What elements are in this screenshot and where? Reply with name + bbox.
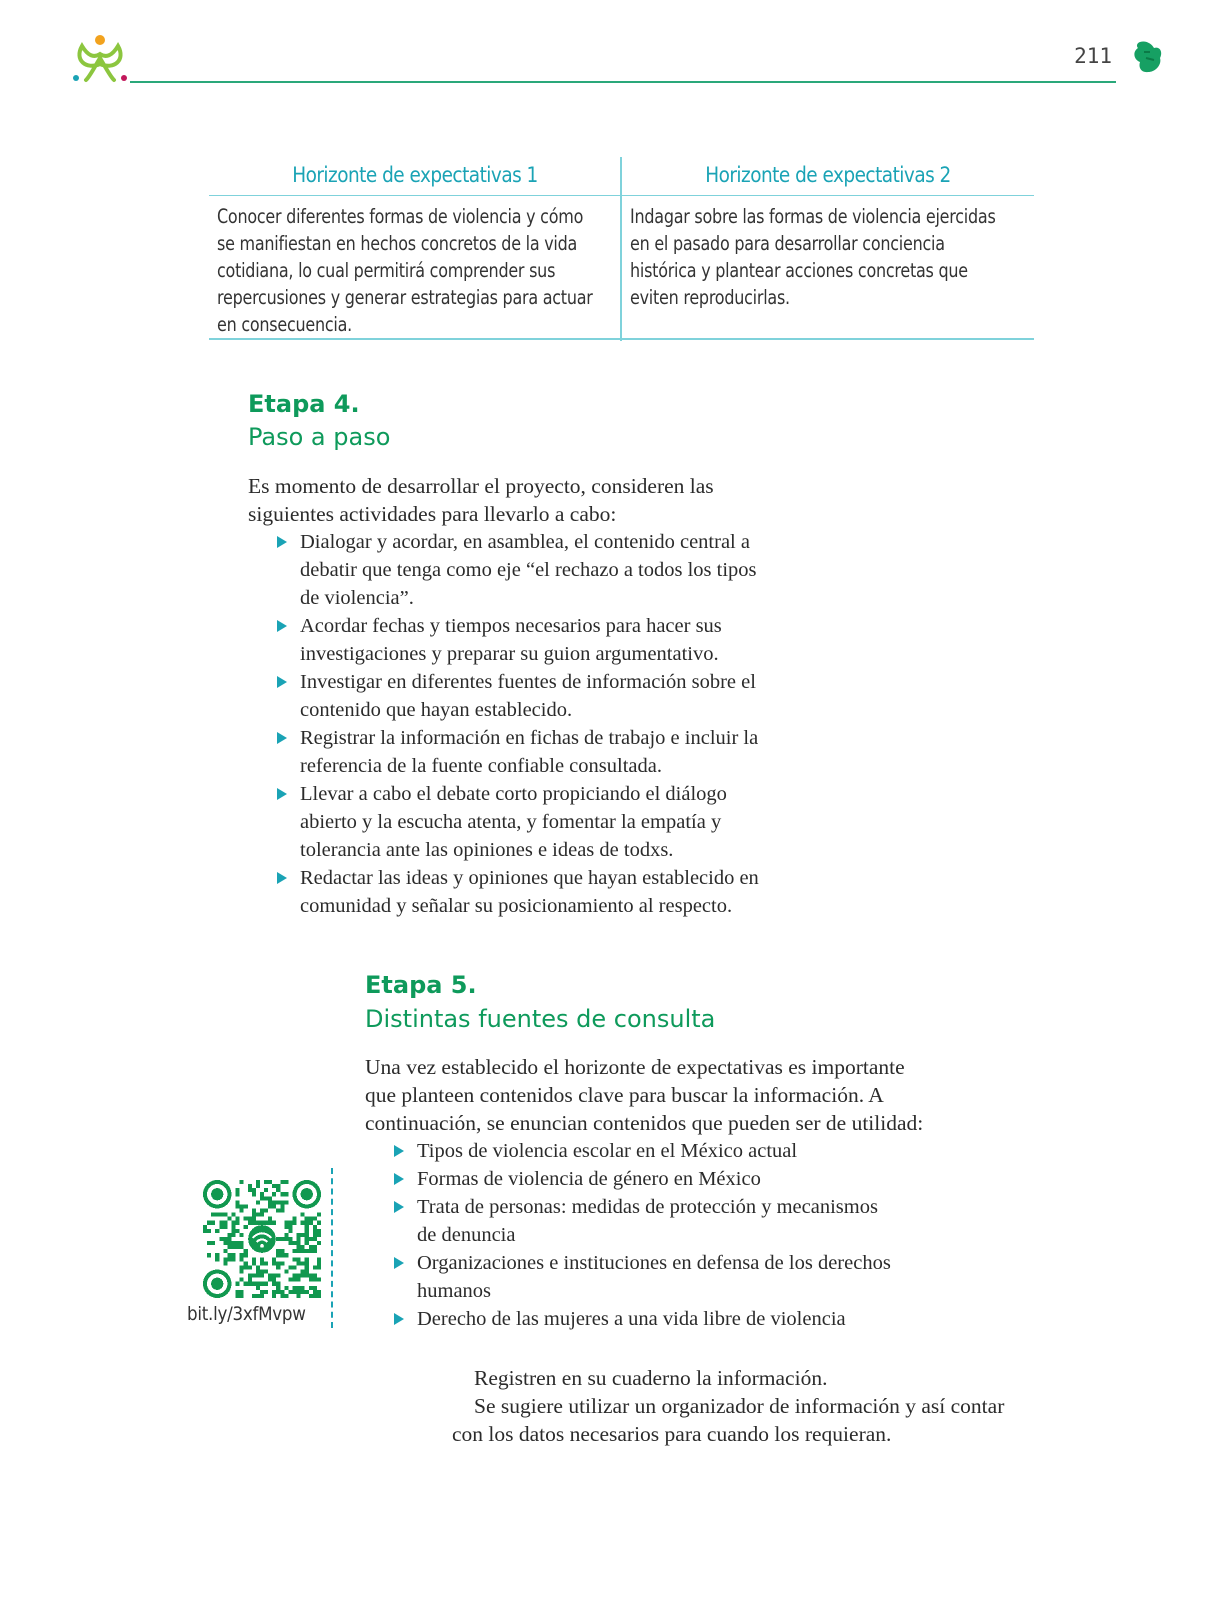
column-heading: Horizonte de expectativas 1 bbox=[292, 163, 538, 187]
section-intro bbox=[248, 472, 788, 528]
item-line: humanos bbox=[417, 1280, 492, 1302]
green-figure-icon bbox=[1132, 40, 1164, 74]
intro-line: Es momento de desarrollar el proyecto, consideren las bbox=[248, 474, 714, 498]
closing-paragraph bbox=[452, 1364, 1052, 1448]
list-item bbox=[248, 864, 788, 920]
item-line: Llevar a cabo el debate corto propiciando el diálogo bbox=[300, 783, 727, 805]
list-item bbox=[248, 668, 788, 724]
item-line: Trata de personas: medidas de protección y mecanismos bbox=[417, 1196, 878, 1218]
column-text-line: Indagar sobre las formas de violencia ejercidas bbox=[630, 205, 996, 228]
header-rule bbox=[130, 81, 1116, 83]
item-line: Derecho de las mujeres a una vida libre de violencia bbox=[417, 1308, 846, 1330]
ribbon-flower-logo-icon bbox=[72, 34, 128, 84]
bullet-triangle-icon bbox=[394, 1145, 404, 1157]
item-line: abierto y la escucha atenta, y fomentar la empatía y bbox=[300, 811, 722, 833]
list-item bbox=[365, 1193, 925, 1249]
item-line: referencia de la fuente confiable consultada. bbox=[300, 755, 662, 777]
list-item bbox=[365, 1137, 925, 1165]
bullet-triangle-icon bbox=[277, 536, 287, 548]
bullet-triangle-icon bbox=[277, 788, 287, 800]
column-text-line: histórica y plantear acciones concretas que bbox=[630, 259, 968, 282]
intro-line: siguientes actividades para llevarlo a cabo: bbox=[248, 502, 617, 526]
item-line: Tipos de violencia escolar en el México actual bbox=[417, 1140, 798, 1162]
list-item bbox=[248, 780, 788, 864]
column-text bbox=[630, 203, 1007, 311]
list-item bbox=[248, 528, 788, 612]
section-subtitle: Distintas fuentes de consulta bbox=[365, 1005, 716, 1033]
item-line: debatir que tenga como eje “el rechazo a todos los tipos bbox=[300, 559, 757, 581]
column-text-line: cotidiana, lo cual permitirá comprender sus bbox=[217, 259, 556, 282]
page-number: 211 bbox=[1074, 44, 1112, 68]
section-intro bbox=[365, 1053, 1005, 1137]
closing-line: con los datos necesarios para cuando los requieran. bbox=[452, 1422, 892, 1446]
bullet-triangle-icon bbox=[277, 620, 287, 632]
item-line: Formas de violencia de género en México bbox=[417, 1168, 761, 1190]
column-text-line: Conocer diferentes formas de violencia y cómo bbox=[217, 205, 584, 228]
list-item bbox=[248, 612, 788, 668]
qr-code-icon[interactable] bbox=[203, 1180, 321, 1298]
item-line: tolerancia ante las opiniones e ideas de todxs. bbox=[300, 839, 674, 861]
bullet-triangle-icon bbox=[394, 1201, 404, 1213]
activity-list bbox=[248, 528, 788, 920]
list-item bbox=[365, 1249, 925, 1305]
closing-line: Registren en su cuaderno la información. bbox=[474, 1366, 828, 1390]
column-text-line: en el pasado para desarrollar conciencia bbox=[630, 232, 945, 255]
item-line: Dialogar y acordar, en asamblea, el contenido central a bbox=[300, 531, 750, 553]
closing-line: Se sugiere utilizar un organizador de información y así contar bbox=[474, 1394, 1005, 1418]
item-line: de denuncia bbox=[417, 1224, 516, 1246]
table-column bbox=[209, 157, 621, 341]
bullet-triangle-icon bbox=[394, 1313, 404, 1325]
item-line: Redactar las ideas y opiniones que hayan establecido en bbox=[300, 867, 759, 889]
intro-line: que planteen contenidos clave para buscar la información. A bbox=[365, 1083, 884, 1107]
item-line: comunidad y señalar su posicionamiento al respecto. bbox=[300, 895, 733, 917]
item-line: contenido que hayan establecido. bbox=[300, 699, 573, 721]
bullet-triangle-icon bbox=[277, 872, 287, 884]
column-text-line: eviten reproducirlas. bbox=[630, 286, 790, 309]
qr-link[interactable]: bit.ly/3xfMvpw bbox=[187, 1303, 306, 1325]
item-line: investigaciones y preparar su guion argumentativo. bbox=[300, 643, 719, 665]
column-heading: Horizonte de expectativas 2 bbox=[705, 163, 951, 187]
item-line: Organizaciones e instituciones en defensa de los derechos bbox=[417, 1252, 891, 1274]
column-text-line: en consecuencia. bbox=[217, 313, 353, 336]
list-item bbox=[365, 1165, 925, 1193]
bullet-triangle-icon bbox=[277, 732, 287, 744]
column-text-line: se manifiestan en hechos concretos de la vida bbox=[217, 232, 578, 255]
sources-list bbox=[365, 1137, 925, 1333]
section-title: Etapa 5. bbox=[365, 971, 477, 999]
column-text bbox=[217, 203, 594, 338]
section-subtitle: Paso a paso bbox=[248, 423, 391, 451]
intro-line: Una vez establecido el horizonte de expectativas es importante bbox=[365, 1055, 905, 1079]
list-item bbox=[365, 1305, 925, 1333]
list-item bbox=[248, 724, 788, 780]
column-text-line: repercusiones y generar estrategias para actuar bbox=[217, 286, 593, 309]
intro-line: continuación, se enuncian contenidos que pueden ser de utilidad: bbox=[365, 1111, 924, 1135]
item-line: de violencia”. bbox=[300, 587, 414, 609]
bullet-triangle-icon bbox=[277, 676, 287, 688]
dashed-divider bbox=[331, 1168, 333, 1328]
item-line: Registrar la información en fichas de trabajo e incluir la bbox=[300, 727, 759, 749]
item-line: Acordar fechas y tiempos necesarios para hacer sus bbox=[300, 615, 722, 637]
expectations-table bbox=[209, 157, 1034, 341]
section-title: Etapa 4. bbox=[248, 390, 360, 418]
bullet-triangle-icon bbox=[394, 1173, 404, 1185]
item-line: Investigar en diferentes fuentes de información sobre el bbox=[300, 671, 756, 693]
bullet-triangle-icon bbox=[394, 1257, 404, 1269]
table-column bbox=[622, 157, 1034, 341]
